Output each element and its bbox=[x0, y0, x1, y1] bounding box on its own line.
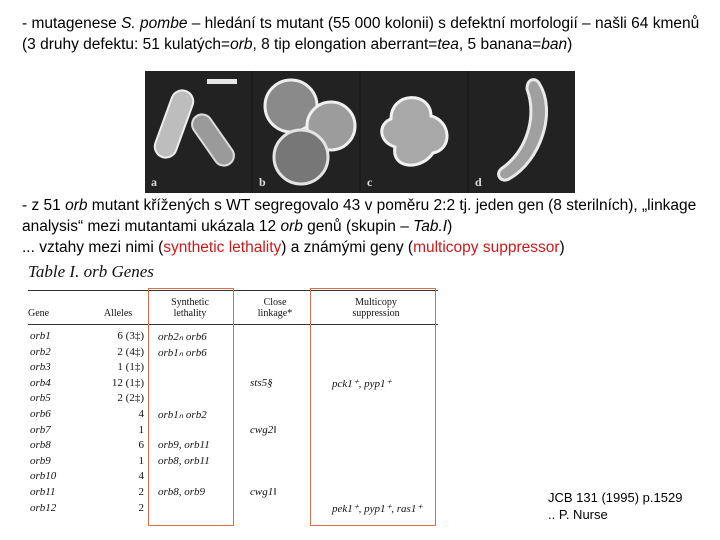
results-text: ) bbox=[447, 218, 453, 235]
orb-term: orb bbox=[230, 36, 253, 53]
table-cell-gene: orb12 bbox=[30, 501, 57, 514]
table-row bbox=[28, 486, 438, 500]
results-text: mutant křížených s WT segregovalo 43 v poměru 2:2 tj. jeden gen (8 sterilních), „linkage analysis“ mezi mutantami ukázala 12 bbox=[22, 197, 697, 235]
table-row bbox=[28, 361, 438, 375]
header-alleles: Alleles bbox=[103, 308, 133, 319]
results-text: ) a známými geny ( bbox=[281, 239, 414, 256]
table-cell-gene: orb7 bbox=[30, 423, 51, 436]
orb-term: orb bbox=[280, 218, 303, 235]
reference-citation bbox=[548, 489, 682, 523]
table-cell-mcs: pek1⁺, pyp1⁺, ras1⁺ bbox=[332, 502, 423, 515]
table-cell-alleles: 6 (3‡) bbox=[117, 330, 144, 342]
tea-term: tea bbox=[437, 36, 459, 53]
table-cell-alleles: 2 bbox=[138, 501, 144, 514]
table-reference: Tab.I bbox=[413, 218, 448, 235]
micrograph-panel-d bbox=[469, 71, 575, 193]
header-multicopy-line: suppression bbox=[352, 308, 400, 319]
table-cell-gene: orb10 bbox=[30, 470, 57, 483]
table-cell-syn: orb1ₙ orb2 bbox=[158, 409, 207, 421]
intro-paragraph bbox=[22, 13, 702, 55]
table-cell-gene: orb1 bbox=[30, 330, 51, 342]
synthetic-lethality-highlight: synthetic lethality bbox=[163, 239, 282, 256]
table-cell-alleles: 1 bbox=[138, 454, 144, 467]
table-row bbox=[28, 455, 438, 469]
table-cell-alleles: 1 (1‡) bbox=[117, 361, 144, 374]
table-cell-gene: orb5 bbox=[30, 392, 51, 405]
header-gene: Gene bbox=[28, 308, 50, 319]
intro-text: – hledání ts mutant (55 000 kolonii) s defektní morfologií – našli 64 kmenů (3 druhy defektu: 51 kulatých= bbox=[22, 15, 700, 53]
table-cell-syn: orb8, orb9 bbox=[158, 486, 206, 498]
table-cell-syn: orb1ₙ orb6 bbox=[158, 346, 207, 359]
table-cell-alleles: 6 bbox=[138, 439, 144, 452]
micrograph-panel-b bbox=[253, 71, 359, 193]
table-cell-syn: orb8, orb11 bbox=[158, 454, 210, 467]
table-cell-alleles: 12 (1‡) bbox=[111, 376, 144, 389]
intro-text: , 8 tip elongation aberrant= bbox=[252, 36, 438, 53]
banana-cell-image bbox=[469, 71, 575, 193]
table-cell-gene: orb3 bbox=[30, 361, 51, 374]
reference-author: .. P. Nurse bbox=[548, 507, 608, 522]
ban-term: ban bbox=[541, 36, 568, 53]
results-text: ... vztahy mezi nimi ( bbox=[22, 239, 164, 256]
table-cell-gene: orb6 bbox=[30, 408, 51, 420]
rod-cells-image bbox=[145, 71, 251, 193]
table-cell-gene: orb2 bbox=[30, 345, 51, 358]
orb-term: orb bbox=[65, 197, 88, 214]
species-name: S. pombe bbox=[121, 15, 188, 32]
intro-text: - mutagenese bbox=[22, 15, 122, 32]
branched-cell-image bbox=[361, 71, 467, 193]
table-cell-link: cwg1‖ bbox=[250, 486, 277, 498]
header-synthetic-line: lethality bbox=[173, 308, 207, 319]
table-title: Table I. orb Genes bbox=[28, 262, 154, 281]
intro-text: ) bbox=[567, 36, 573, 53]
orb-genes-table bbox=[28, 262, 438, 527]
table-cell-gene: orb4 bbox=[30, 376, 51, 389]
multicopy-suppressor-highlight: multicopy suppressor bbox=[413, 239, 560, 256]
table-row bbox=[28, 392, 438, 406]
table-cell-gene: orb11 bbox=[30, 486, 56, 498]
table-row bbox=[28, 408, 438, 422]
table-cell-link: sts5§ bbox=[250, 376, 273, 389]
header-linkage-line: linkage* bbox=[257, 308, 293, 319]
micrograph-figure bbox=[145, 71, 575, 193]
table-cell-gene: orb9 bbox=[30, 454, 51, 467]
table-row bbox=[28, 377, 438, 391]
table-cell-alleles: 2 (4‡) bbox=[117, 345, 144, 358]
results-text: - z 51 bbox=[22, 197, 66, 214]
header-synthetic-line: Synthetic bbox=[171, 297, 209, 308]
table-cell-alleles: 4 bbox=[138, 408, 144, 420]
table-row bbox=[28, 330, 438, 344]
table-row bbox=[28, 439, 438, 453]
results-paragraph bbox=[22, 195, 702, 258]
table-cell-alleles: 2 (2‡) bbox=[117, 392, 144, 405]
panel-label: d bbox=[475, 175, 482, 189]
table-cell-syn: orb2ₙ orb6 bbox=[158, 331, 207, 343]
table-row bbox=[28, 424, 438, 438]
table-row bbox=[28, 502, 438, 516]
header-multicopy-line: Multicopy bbox=[355, 297, 397, 308]
header-linkage bbox=[238, 297, 312, 319]
table-cell-link: cwg2‖ bbox=[250, 423, 277, 436]
table-cell-mcs: pck1⁺, pyp1⁺ bbox=[332, 377, 392, 390]
reference-journal: JCB 131 (1995) p.1529 bbox=[548, 490, 683, 505]
table-row bbox=[28, 346, 438, 360]
panel-label: b bbox=[259, 175, 266, 189]
round-cells-image bbox=[253, 71, 359, 193]
results-text: ) bbox=[559, 239, 565, 256]
results-text: genů (skupin – bbox=[302, 218, 414, 235]
panel-label: c bbox=[367, 175, 373, 189]
micrograph-panel-a bbox=[145, 71, 251, 193]
table-cell-syn: orb9, orb11 bbox=[158, 439, 210, 452]
micrograph-panel-c bbox=[361, 71, 467, 193]
panel-label: a bbox=[151, 175, 157, 189]
table-cell-alleles: 1 bbox=[138, 423, 144, 436]
table-row bbox=[28, 470, 438, 484]
table-cell-gene: orb8 bbox=[30, 439, 51, 452]
intro-text: , 5 banana= bbox=[458, 36, 542, 53]
table-cell-alleles: 4 bbox=[138, 470, 144, 483]
header-linkage-line: Close bbox=[263, 297, 287, 308]
table-cell-alleles: 2 bbox=[138, 486, 144, 498]
